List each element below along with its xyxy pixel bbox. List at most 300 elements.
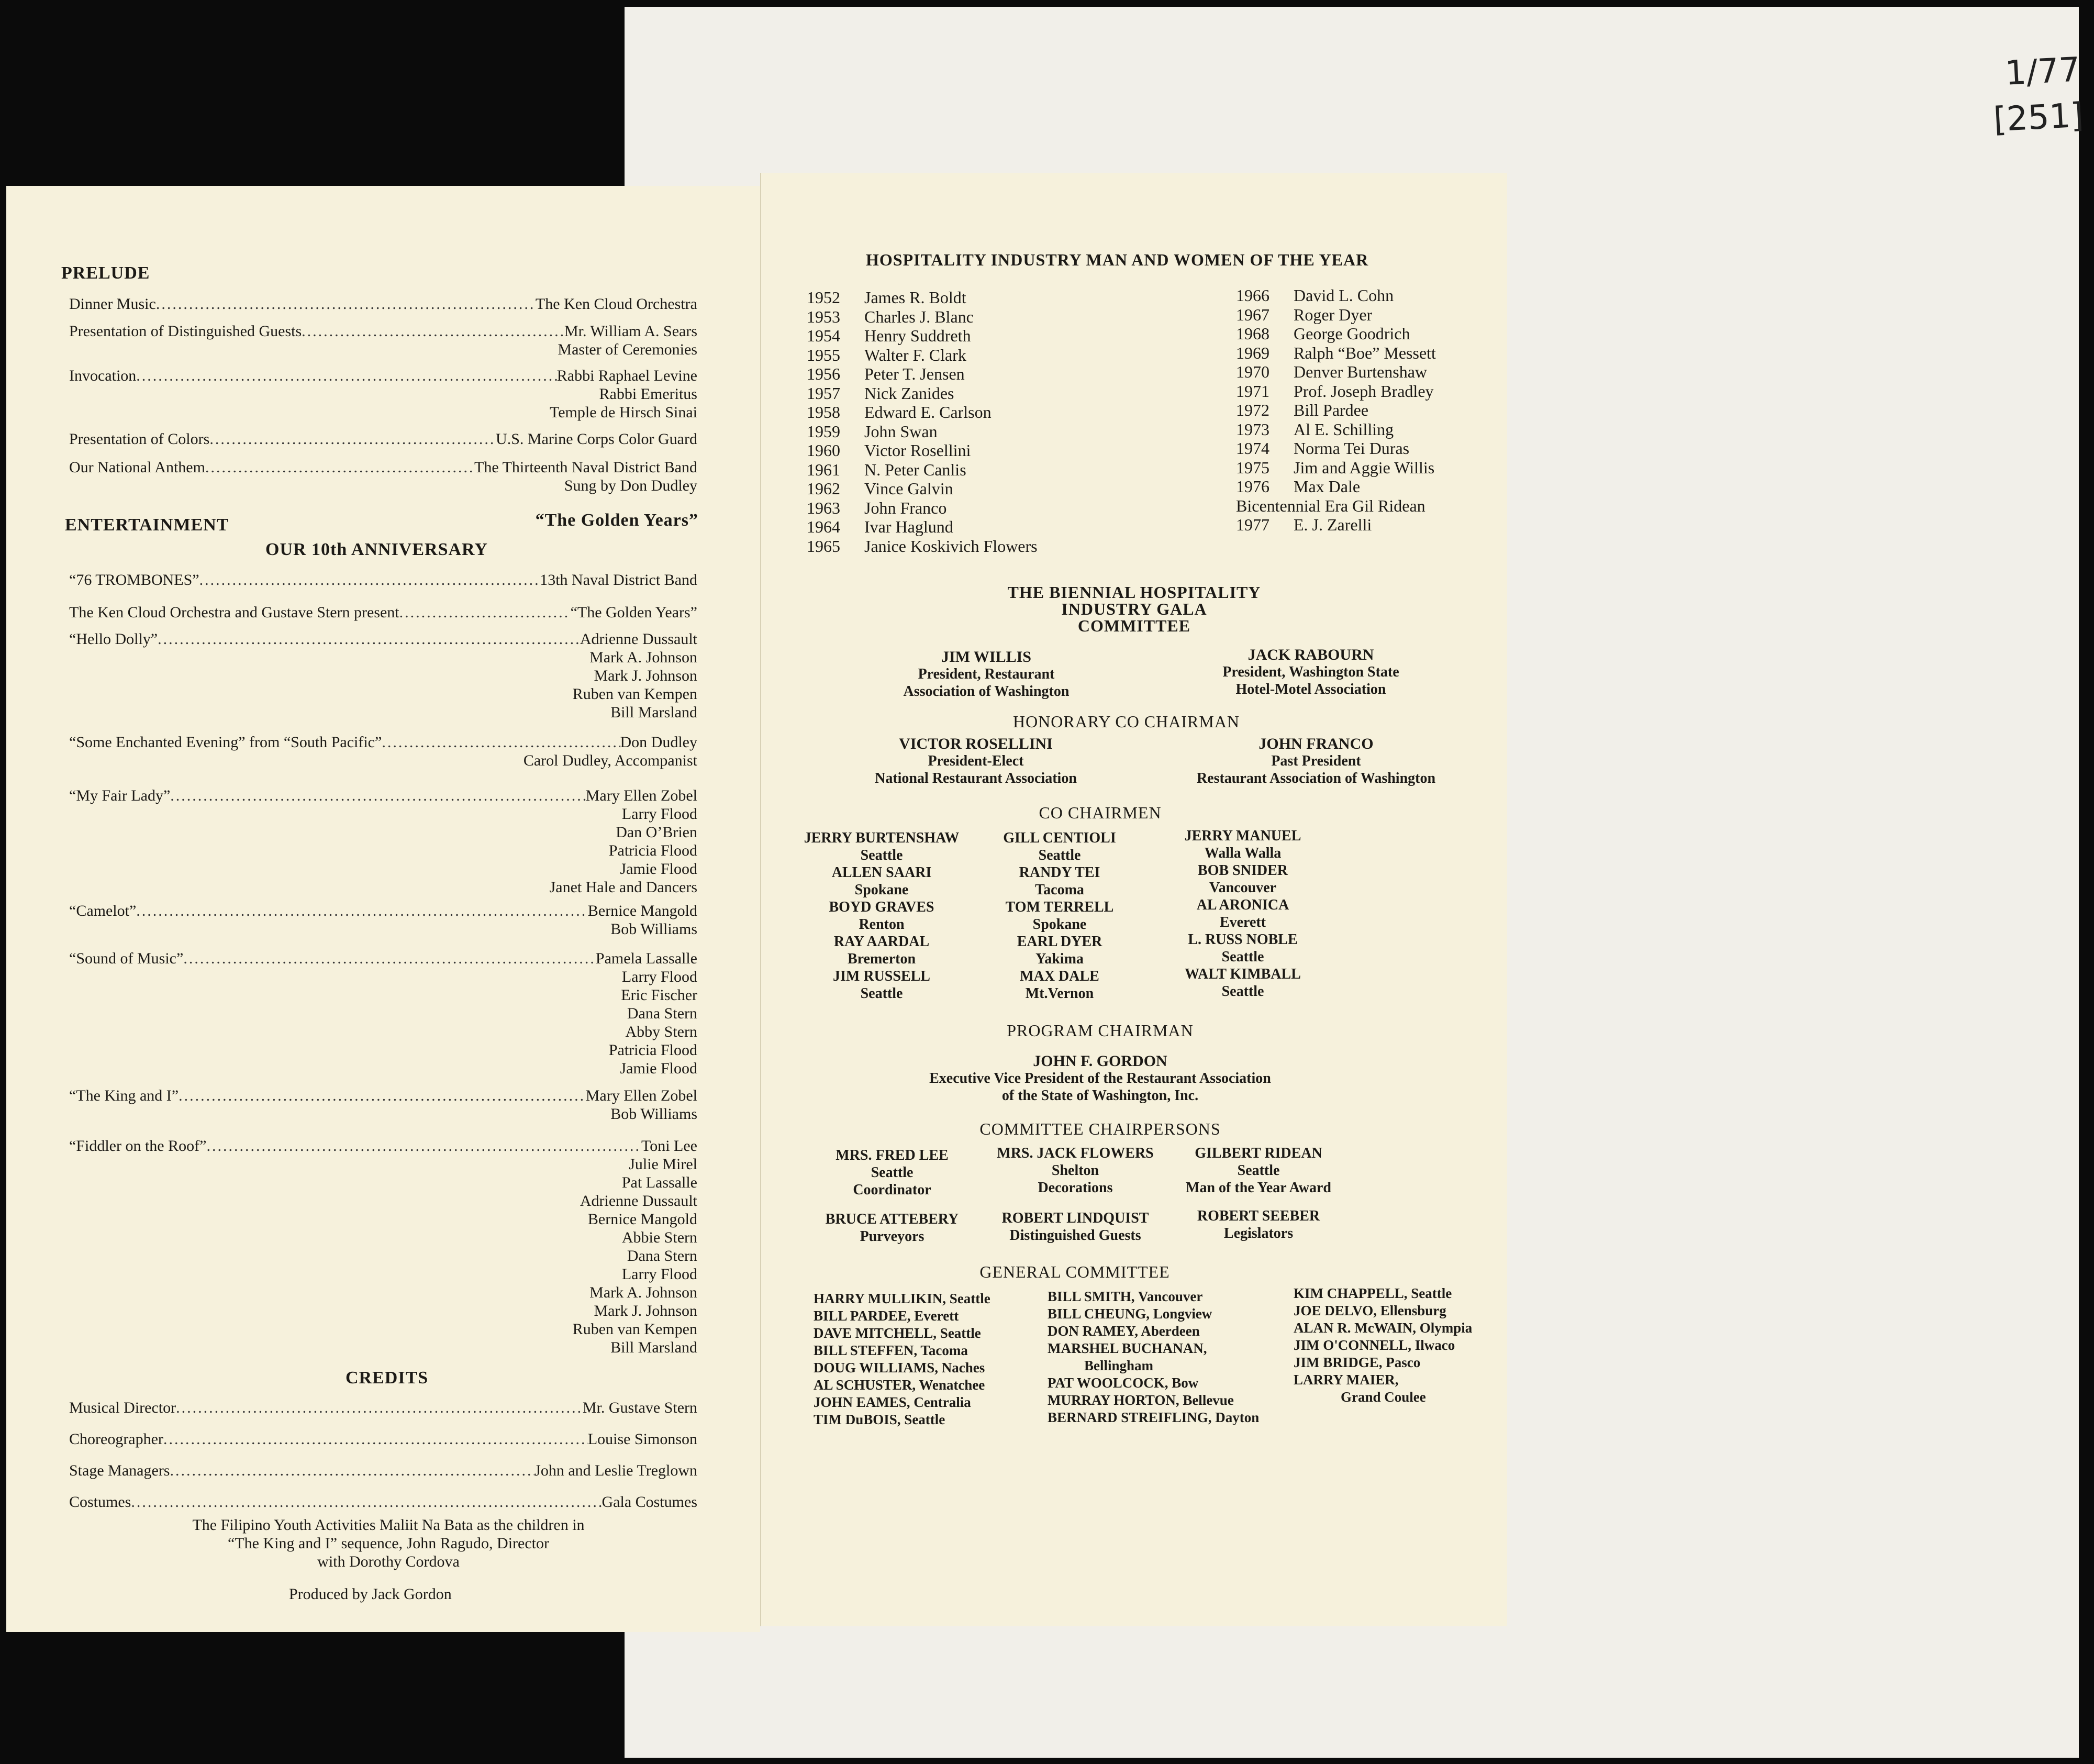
program-entry bbox=[69, 949, 697, 1078]
program-entry-performer: Dana Stern bbox=[627, 1247, 697, 1264]
program-entry-performer: Bill Marsland bbox=[610, 1339, 697, 1356]
chairpersons-heading: COMMITTEE CHAIRPERSONS bbox=[979, 1119, 1221, 1138]
award-row bbox=[1236, 324, 1436, 343]
dot-leader bbox=[170, 786, 585, 805]
archive-mark-bottom: [251] bbox=[1992, 96, 2085, 140]
co-chairman-name: TOM TERRELL bbox=[1005, 899, 1114, 915]
program-entry-label: “76 TROMBONES” bbox=[69, 571, 199, 589]
award-year: 1956 bbox=[807, 364, 840, 383]
honorary-name: JOHN FRANCO bbox=[1258, 735, 1374, 752]
program-entry-performer: Patricia Flood bbox=[608, 842, 697, 859]
chairperson-detail: Coordinator bbox=[853, 1182, 931, 1198]
program-entry-performer: Julie Mirel bbox=[629, 1156, 697, 1173]
general-committee-member: BERNARD STREIFLING, Dayton bbox=[1048, 1410, 1260, 1425]
program-entry-performer: Mr. William A. Sears bbox=[564, 323, 697, 340]
program-entry-performer: Pat Lassalle bbox=[621, 1174, 697, 1191]
co-chairman-city: Seattle bbox=[1221, 949, 1264, 965]
dot-leader bbox=[158, 630, 580, 648]
award-year: 1963 bbox=[807, 498, 840, 517]
co-chairman-city: Seattle bbox=[1221, 983, 1264, 1000]
program-entry-performer: Abby Stern bbox=[625, 1023, 697, 1040]
chairperson-detail: Purveyors bbox=[860, 1228, 925, 1245]
general-committee-heading: GENERAL COMMITTEE bbox=[979, 1262, 1170, 1281]
program-entry bbox=[69, 786, 697, 896]
chairperson bbox=[1169, 1145, 1347, 1196]
award-year: 1971 bbox=[1236, 381, 1269, 401]
co-chairman-city: Everett bbox=[1219, 914, 1266, 930]
award-year: 1954 bbox=[807, 326, 840, 345]
award-winner: Norma Tei Duras bbox=[1294, 439, 1410, 458]
award-year: 1967 bbox=[1236, 305, 1269, 324]
general-committee-member: LARRY MAIER, bbox=[1294, 1372, 1399, 1388]
program-entry bbox=[69, 1086, 697, 1123]
co-chairman-name: RAY AARDAL bbox=[833, 934, 930, 950]
award-winner: Prof. Joseph Bradley bbox=[1294, 381, 1434, 401]
award-year: 1975 bbox=[1236, 458, 1269, 477]
committee-panel bbox=[760, 173, 1507, 1626]
program-entry-performer: “The Golden Years” bbox=[570, 604, 697, 621]
program-entry-performer: The Ken Cloud Orchestra bbox=[535, 295, 697, 313]
chairperson-detail: Decorations bbox=[1038, 1180, 1113, 1196]
dot-leader bbox=[382, 733, 620, 751]
program-entry-performer: Jamie Flood bbox=[620, 1060, 697, 1077]
co-chairman-name: ALLEN SAARI bbox=[831, 864, 932, 881]
program-entry-performer: Patricia Flood bbox=[608, 1041, 697, 1059]
award-year: 1953 bbox=[807, 307, 840, 326]
chairperson-detail: Shelton bbox=[1051, 1162, 1099, 1179]
program-chair-title: Executive Vice President of the Restaurant Association bbox=[929, 1070, 1271, 1086]
filipino-note bbox=[6, 1516, 771, 1571]
dot-leader bbox=[199, 571, 540, 589]
dot-leader bbox=[136, 902, 588, 920]
award-row bbox=[807, 479, 1038, 498]
co-chairman-city: Spokane bbox=[1032, 916, 1087, 933]
program-entry-line bbox=[69, 322, 697, 340]
co-chairman-name: L. RUSS NOBLE bbox=[1188, 931, 1298, 948]
program-entry-performer: Don Dudley bbox=[620, 734, 697, 751]
gala-committee-title bbox=[761, 584, 1507, 634]
program-entry-label: Our National Anthem bbox=[69, 459, 205, 476]
honorary-victor-rosellini bbox=[829, 735, 1122, 787]
award-row bbox=[807, 346, 1038, 365]
filipino-note-line: “The King and I” sequence, John Ragudo, Director bbox=[228, 1535, 549, 1552]
co-chairman-name: BOYD GRAVES bbox=[829, 899, 934, 915]
dot-leader bbox=[183, 949, 596, 968]
chair-title: President, Washington State bbox=[1222, 664, 1399, 680]
award-winner: Al E. Schilling bbox=[1294, 419, 1394, 439]
honorary-heading: HONORARY CO CHAIRMAN bbox=[1012, 712, 1240, 731]
dot-leader bbox=[206, 1137, 641, 1155]
chairperson-detail: Seattle bbox=[1237, 1162, 1280, 1179]
dot-leader bbox=[170, 1461, 534, 1480]
program-entry-label: Dinner Music bbox=[69, 295, 156, 313]
program-chair-org: of the State of Washington, Inc. bbox=[1001, 1088, 1199, 1104]
award-winner: Walter F. Clark bbox=[864, 345, 966, 364]
chairperson-detail: Distinguished Guests bbox=[1009, 1227, 1141, 1244]
co-chairman-name: MAX DALE bbox=[1020, 968, 1099, 984]
program-chair-name: JOHN F. GORDON bbox=[1033, 1052, 1167, 1070]
award-winner: Ivar Haglund bbox=[864, 517, 953, 536]
chair-name: JIM WILLIS bbox=[941, 648, 1031, 665]
program-entry-line bbox=[69, 630, 697, 648]
program-entry-line bbox=[69, 1430, 697, 1448]
program-entry bbox=[69, 733, 697, 770]
program-entry-line bbox=[69, 902, 697, 920]
program-entry-performer: Master of Ceremonies bbox=[558, 341, 697, 358]
dot-leader bbox=[136, 367, 556, 385]
general-committee-member: JIM O'CONNELL, Ilwaco bbox=[1294, 1337, 1455, 1353]
honorary-title: President-Elect bbox=[928, 753, 1024, 769]
award-year: 1952 bbox=[807, 288, 840, 307]
award-row bbox=[807, 364, 1038, 384]
prelude-heading: PRELUDE bbox=[61, 263, 150, 283]
awards-list-right bbox=[1236, 286, 1436, 535]
chairperson-detail: Man of the Year Award bbox=[1186, 1180, 1331, 1196]
honorary-title: Past President bbox=[1271, 753, 1361, 769]
award-year: 1968 bbox=[1236, 324, 1269, 343]
dot-leader bbox=[399, 603, 571, 622]
program-entry bbox=[69, 1430, 697, 1448]
program-entry-performer: Mark J. Johnson bbox=[594, 1302, 697, 1319]
award-winner: Jim and Aggie Willis bbox=[1294, 458, 1435, 477]
program-entry-performer: Ruben van Kempen bbox=[572, 1321, 697, 1338]
award-year: 1970 bbox=[1236, 362, 1269, 381]
program-entry-label: Musical Director bbox=[69, 1399, 176, 1416]
co-chairman-city: Renton bbox=[859, 916, 905, 933]
award-row bbox=[807, 384, 1038, 403]
chair-title: President, Restaurant bbox=[918, 666, 1055, 682]
award-winner: George Goodrich bbox=[1294, 324, 1410, 343]
program-entry-performer: Rabbi Raphael Levine bbox=[556, 367, 697, 384]
chairperson bbox=[803, 1211, 981, 1245]
program-entry-label: Stage Managers bbox=[69, 1462, 170, 1479]
program-entry-label: “Sound of Music” bbox=[69, 950, 184, 967]
chairperson-name: GILBERT RIDEAN bbox=[1195, 1145, 1322, 1161]
chair-name: JACK RABOURN bbox=[1248, 646, 1374, 663]
program-entry-performer: Jamie Flood bbox=[620, 860, 697, 878]
program-entry-performer: Gala Costumes bbox=[602, 1493, 697, 1511]
program-entry-line bbox=[69, 949, 697, 968]
award-winner: Edward E. Carlson bbox=[864, 403, 992, 421]
gala-title-line: INDUSTRY GALA bbox=[1061, 600, 1207, 618]
program-entry-line bbox=[69, 1399, 697, 1417]
dot-leader bbox=[163, 1430, 588, 1448]
general-committee-member: BILL SMITH, Vancouver bbox=[1048, 1289, 1203, 1304]
program-panel bbox=[6, 186, 760, 1632]
program-entry bbox=[69, 1399, 697, 1417]
program-entry-line bbox=[69, 1493, 697, 1511]
award-winner: N. Peter Canlis bbox=[864, 460, 966, 479]
co-chairman-name: WALT KIMBALL bbox=[1185, 966, 1301, 982]
program-entry bbox=[69, 571, 697, 589]
program-entry-performer: Adrienne Dussault bbox=[580, 630, 697, 648]
award-row bbox=[807, 537, 1038, 556]
award-row bbox=[807, 403, 1038, 422]
co-chairman-city: Seattle bbox=[860, 847, 903, 863]
program-entry-performer: Carol Dudley, Accompanist bbox=[523, 752, 697, 769]
award-row bbox=[1236, 343, 1436, 363]
program-entry-performer: Bernice Mangold bbox=[587, 1211, 697, 1228]
program-entry-line bbox=[69, 603, 697, 622]
general-committee-member: JIM BRIDGE, Pasco bbox=[1294, 1355, 1421, 1370]
general-committee-member: DON RAMEY, Aberdeen bbox=[1048, 1323, 1200, 1339]
general-committee-member: BILL STEFFEN, Tacoma bbox=[814, 1343, 968, 1358]
co-chairman-city: Vancouver bbox=[1209, 880, 1277, 896]
general-committee-column bbox=[1294, 1285, 1472, 1406]
program-entry-performer: Larry Flood bbox=[621, 805, 697, 823]
award-row bbox=[807, 326, 1038, 346]
program-entry-line bbox=[69, 571, 697, 589]
co-chairman-city: Tacoma bbox=[1035, 882, 1084, 898]
honorary-name: VICTOR ROSELLINI bbox=[899, 735, 1053, 752]
co-chairman-name: GILL CENTIOLI bbox=[1003, 830, 1116, 846]
program-entry-label: “Hello Dolly” bbox=[69, 630, 158, 648]
general-committee-member: JOHN EAMES, Centralia bbox=[814, 1394, 971, 1410]
award-row bbox=[1236, 439, 1436, 458]
co-chairman-name: RANDY TEI bbox=[1019, 864, 1100, 881]
award-row bbox=[807, 517, 1038, 537]
awards-list-left bbox=[807, 288, 1038, 556]
general-committee-member: AL SCHUSTER, Wenatchee bbox=[814, 1377, 985, 1393]
program-entry bbox=[69, 902, 697, 938]
award-winner: Victor Rosellini bbox=[864, 441, 971, 460]
general-committee-member: JOE DELVO, Ellensburg bbox=[1294, 1303, 1446, 1318]
program-entry bbox=[69, 295, 697, 313]
archive-mark-top: 1/77 bbox=[2004, 50, 2081, 93]
award-winner: Bicentennial Era Gil Ridean bbox=[1236, 496, 1425, 515]
filipino-note-line: The Filipino Youth Activities Maliit Na Bata as the children in bbox=[192, 1516, 585, 1534]
chairperson bbox=[986, 1210, 1164, 1244]
chairperson-name: MRS. FRED LEE bbox=[836, 1147, 949, 1163]
program-entry-performer: Mark J. Johnson bbox=[594, 667, 697, 684]
program-entry-performer: Mr. Gustave Stern bbox=[582, 1399, 697, 1416]
award-row bbox=[1236, 515, 1436, 535]
program-entry-performer: Dana Stern bbox=[627, 1005, 697, 1022]
program-entry-performer: U.S. Marine Corps Color Guard bbox=[496, 430, 697, 448]
program-entry-line bbox=[69, 733, 697, 751]
award-winner: Vince Galvin bbox=[864, 479, 953, 498]
chairperson-detail: Legislators bbox=[1223, 1225, 1294, 1241]
general-committee-member: ALAN R. McWAIN, Olympia bbox=[1294, 1320, 1473, 1336]
program-entry-performer: Rabbi Emeritus bbox=[599, 385, 697, 403]
dot-leader bbox=[209, 430, 496, 448]
co-chairman-city: Seattle bbox=[860, 985, 903, 1002]
award-row bbox=[807, 441, 1038, 460]
award-row bbox=[1236, 401, 1436, 420]
program-entry bbox=[69, 1137, 697, 1357]
award-row bbox=[1236, 477, 1436, 496]
award-year: 1960 bbox=[807, 441, 840, 460]
award-row bbox=[1236, 496, 1436, 516]
program-entry-performer: Larry Flood bbox=[621, 1266, 697, 1283]
program-entry-performer: Bernice Mangold bbox=[587, 902, 697, 919]
general-committee-column bbox=[1048, 1288, 1259, 1426]
award-row bbox=[1236, 362, 1436, 382]
program-entry-performer: John and Leslie Treglown bbox=[534, 1462, 697, 1479]
award-winner: Roger Dyer bbox=[1294, 305, 1373, 324]
program-entry-performer: 13th Naval District Band bbox=[540, 571, 697, 589]
award-year: 1969 bbox=[1236, 343, 1269, 362]
award-year: 1977 bbox=[1236, 515, 1269, 534]
award-winner: E. J. Zarelli bbox=[1294, 515, 1372, 534]
entertainment-title: “The Golden Years” bbox=[535, 511, 698, 530]
program-entry-label: Presentation of Distinguished Guests bbox=[69, 323, 302, 340]
general-committee-member: DOUG WILLIAMS, Naches bbox=[814, 1360, 985, 1375]
award-row bbox=[807, 422, 1038, 441]
award-winner: Denver Burtenshaw bbox=[1294, 362, 1428, 381]
anniversary-heading: OUR 10th ANNIVERSARY bbox=[265, 540, 488, 559]
award-row bbox=[807, 288, 1038, 307]
program-entry-performer: Adrienne Dussault bbox=[580, 1192, 697, 1210]
award-year: 1962 bbox=[807, 479, 840, 498]
credits-heading: CREDITS bbox=[346, 1368, 429, 1388]
program-entry-performer: Eric Fischer bbox=[621, 986, 697, 1004]
general-committee-member: KIM CHAPPELL, Seattle bbox=[1294, 1285, 1452, 1301]
award-year: 1974 bbox=[1236, 439, 1269, 458]
program-entry-performer: Abbie Stern bbox=[621, 1229, 697, 1246]
co-chairman-city: Walla Walla bbox=[1204, 845, 1282, 861]
award-winner: John Franco bbox=[864, 498, 947, 517]
chairperson-name: MRS. JACK FLOWERS bbox=[997, 1145, 1154, 1161]
program-entry-performer: Toni Lee bbox=[641, 1137, 697, 1155]
award-row bbox=[1236, 286, 1436, 305]
honorary-org: Restaurant Association of Washington bbox=[1196, 770, 1436, 786]
general-committee-column bbox=[814, 1290, 990, 1428]
co-chairman-name: BOB SNIDER bbox=[1198, 862, 1288, 879]
co-chairmen-column bbox=[971, 829, 1149, 1002]
program-entry-performer: Louise Simonson bbox=[587, 1430, 697, 1448]
program-entry-line bbox=[69, 786, 697, 805]
program-entry-label: Costumes bbox=[69, 1493, 131, 1511]
program-entry-line bbox=[69, 295, 697, 313]
program-entry-performer: Bob Williams bbox=[610, 920, 697, 938]
co-chairmen-column bbox=[1154, 827, 1332, 1000]
general-committee-member: TIM DuBOIS, Seattle bbox=[814, 1412, 945, 1427]
chair-jim-willis bbox=[855, 648, 1117, 700]
program-entry-line bbox=[69, 458, 697, 476]
program-entry bbox=[69, 630, 697, 722]
program-entry-performer: Temple de Hirsch Sinai bbox=[550, 404, 697, 421]
award-winner: Ralph “Boe” Messett bbox=[1294, 343, 1436, 362]
award-winner: Peter T. Jensen bbox=[864, 364, 965, 383]
program-entry-performer: Bob Williams bbox=[610, 1105, 697, 1123]
co-chairmen-column bbox=[793, 829, 971, 1002]
award-row bbox=[1236, 382, 1436, 401]
award-winner: Nick Zanides bbox=[864, 383, 954, 403]
honorary-john-franco bbox=[1169, 735, 1463, 787]
co-chairman-name: JERRY BURTENSHAW bbox=[804, 830, 960, 846]
general-committee-member: DAVE MITCHELL, Seattle bbox=[814, 1325, 981, 1341]
program-entry-line bbox=[69, 1461, 697, 1480]
chair-org: Association of Washington bbox=[903, 683, 1070, 700]
program-entry-performer: Ruben van Kempen bbox=[572, 685, 697, 703]
produced-by: Produced by Jack Gordon bbox=[289, 1585, 452, 1603]
program-entry-label: “The King and I” bbox=[69, 1087, 179, 1104]
award-year: 1958 bbox=[807, 403, 840, 421]
chairperson-name: BRUCE ATTEBERY bbox=[825, 1211, 959, 1227]
program-entry bbox=[69, 322, 697, 359]
dot-leader bbox=[176, 1399, 583, 1417]
program-entry-performer: Bill Marsland bbox=[610, 704, 697, 721]
program-entry-line bbox=[69, 367, 697, 385]
award-year: 1955 bbox=[807, 345, 840, 364]
award-year: 1961 bbox=[807, 460, 840, 479]
program-entry-line bbox=[69, 430, 697, 448]
award-year: 1966 bbox=[1236, 286, 1269, 305]
honorary-org: National Restaurant Association bbox=[875, 770, 1077, 786]
program-chairman-heading: PROGRAM CHAIRMAN bbox=[1007, 1021, 1194, 1040]
award-year: 1973 bbox=[1236, 419, 1269, 439]
general-committee-member: MARSHEL BUCHANAN, bbox=[1048, 1340, 1207, 1356]
program-entry-label: Presentation of Colors bbox=[69, 430, 210, 448]
program-entry-performer: Larry Flood bbox=[621, 968, 697, 985]
co-chairman-city: Seattle bbox=[1038, 847, 1081, 863]
award-row bbox=[807, 460, 1038, 480]
award-winner: James R. Boldt bbox=[864, 288, 966, 307]
program-entry bbox=[69, 367, 697, 421]
program-entry bbox=[69, 458, 697, 495]
award-year: 1976 bbox=[1236, 477, 1269, 496]
program-entry-label: “Fiddler on the Roof” bbox=[69, 1137, 207, 1155]
award-row bbox=[1236, 458, 1436, 478]
entertainment-heading: ENTERTAINMENT bbox=[65, 515, 229, 535]
co-chairman-name: JERRY MANUEL bbox=[1184, 828, 1301, 844]
chairperson-name: ROBERT LINDQUIST bbox=[1001, 1210, 1149, 1226]
program-entry-label: “My Fair Lady” bbox=[69, 787, 171, 804]
program-entry-performer: Mark A. Johnson bbox=[589, 649, 697, 666]
chairperson-detail: Seattle bbox=[871, 1164, 914, 1181]
co-chairman-name: AL ARONICA bbox=[1196, 897, 1289, 913]
general-committee-member: MURRAY HORTON, Bellevue bbox=[1048, 1392, 1234, 1408]
program-entry-label: Invocation bbox=[69, 367, 137, 384]
co-chairman-city: Mt.Vernon bbox=[1025, 985, 1094, 1002]
dot-leader bbox=[302, 322, 564, 340]
gala-title-line: THE BIENNIAL HOSPITALITY bbox=[1007, 583, 1261, 602]
program-entry bbox=[69, 430, 697, 448]
program-chairman bbox=[761, 1052, 1439, 1104]
program-entry-performer: The Thirteenth Naval District Band bbox=[474, 459, 697, 476]
dot-leader bbox=[131, 1493, 602, 1511]
co-chairman-city: Yakima bbox=[1035, 951, 1084, 967]
gala-title-line: COMMITTEE bbox=[1077, 616, 1191, 635]
award-year: 1972 bbox=[1236, 401, 1269, 419]
award-row bbox=[807, 498, 1038, 518]
award-winner: John Swan bbox=[864, 421, 938, 441]
award-winner: David L. Cohn bbox=[1294, 286, 1394, 305]
co-chairman-name: JIM RUSSELL bbox=[833, 968, 930, 984]
award-winner: Charles J. Blanc bbox=[864, 307, 974, 326]
award-year: 1965 bbox=[807, 536, 840, 556]
award-winner: Henry Suddreth bbox=[864, 326, 971, 345]
program-entry-performer: Sung by Don Dudley bbox=[564, 477, 697, 494]
chair-org: Hotel-Motel Association bbox=[1235, 681, 1386, 697]
program-entry bbox=[69, 603, 697, 622]
program-entry-label: “Camelot” bbox=[69, 902, 137, 919]
award-winner: Max Dale bbox=[1294, 477, 1361, 496]
dot-leader bbox=[156, 295, 536, 313]
general-committee-member: HARRY MULLIKIN, Seattle bbox=[814, 1291, 990, 1306]
filipino-note-line: with Dorothy Cordova bbox=[317, 1553, 460, 1570]
program-entry bbox=[69, 1493, 697, 1511]
award-row bbox=[1236, 305, 1436, 325]
award-winner: Janice Koskivich Flowers bbox=[864, 536, 1038, 556]
chair-jack-rabourn bbox=[1180, 646, 1442, 698]
program-entry-performer: Dan O’Brien bbox=[616, 824, 697, 841]
co-chairman-name: EARL DYER bbox=[1017, 934, 1102, 950]
chairperson-name: ROBERT SEEBER bbox=[1197, 1208, 1320, 1224]
program-entry-line bbox=[69, 1086, 697, 1105]
program-entry-performer: Mary Ellen Zobel bbox=[585, 1087, 697, 1104]
